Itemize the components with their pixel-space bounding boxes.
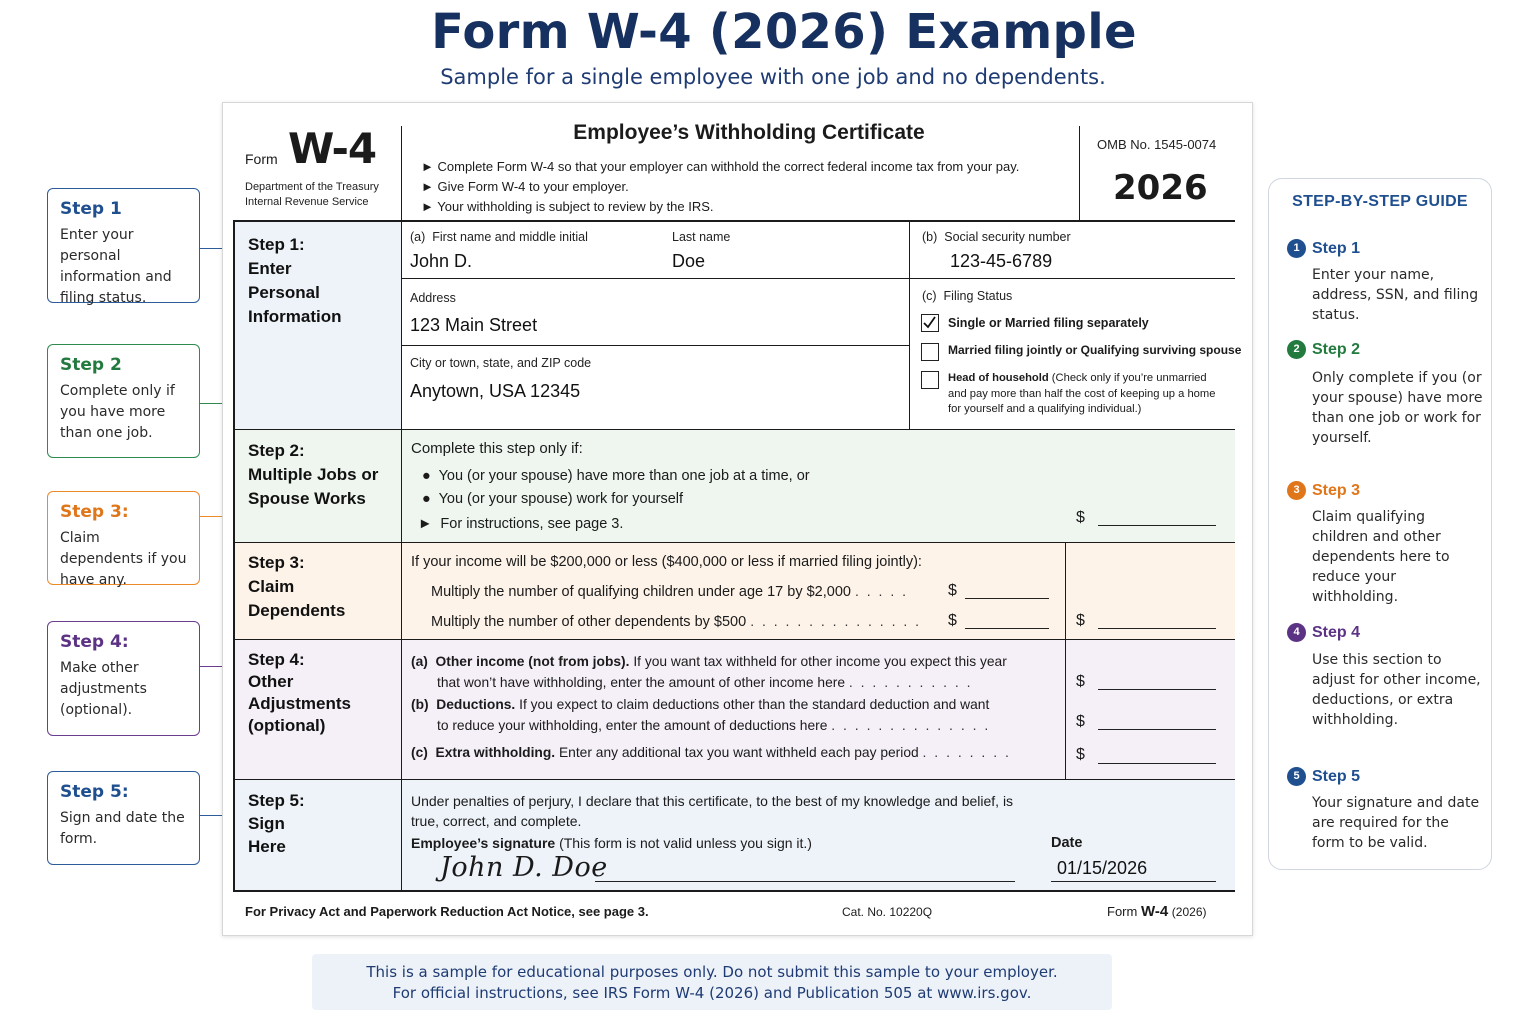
city-field[interactable]: Anytown, USA 12345 [410, 381, 581, 401]
rule [233, 890, 1235, 892]
privacy-notice: For Privacy Act and Paperwork Reduction Act Notice, see page 3. [245, 904, 649, 919]
leader-dots: . . . . . . . . . . . . . . [831, 717, 991, 733]
date-field[interactable]: 01/15/2026 [1057, 858, 1148, 878]
step-title-line: Sign [248, 814, 285, 833]
step-number-badge: 5 [1287, 767, 1306, 786]
step-title-line: Personal [248, 283, 320, 302]
step-title-line: Multiple Jobs or [248, 465, 379, 484]
step4b-text [411, 695, 990, 736]
line-text: Multiply the number of qualifying children under age 17 by $2,000 [431, 584, 851, 600]
item-text: that won’t have withholding, enter the amount of other income here [437, 675, 846, 690]
instruction-item: Your withholding is subject to review by the IRS. [437, 199, 714, 214]
callout-title: Step 1 [60, 199, 122, 219]
arrow-icon: ► [421, 179, 434, 194]
rule [401, 221, 402, 891]
rule [233, 221, 235, 891]
filing-single-checkbox[interactable] [921, 314, 939, 332]
signature-label [411, 835, 812, 851]
dollar-sign: $ [948, 582, 957, 599]
item-bold: Other income (not from jobs). [435, 654, 630, 669]
item-text: to reduce your withholding, enter the amount of deductions here [437, 718, 828, 733]
first-name-field[interactable]: John D. [410, 251, 473, 271]
disclaimer-box [312, 954, 1112, 1010]
callout-text: Make other adjustments (optional). [60, 660, 147, 718]
step3-children-line [431, 583, 908, 600]
field-label: First name and middle initial [432, 230, 588, 244]
certificate-title: Employee’s Withholding Certificate [573, 121, 925, 144]
callout-step-3 [47, 491, 200, 588]
bullet-icon: ● [422, 468, 431, 484]
form-name: W-4 [288, 124, 377, 173]
form-word: Form [245, 151, 278, 167]
option-text: for yourself and a qualifying individual.) [948, 403, 1142, 415]
step-number-badge: 1 [1287, 239, 1306, 258]
step-title-line: Claim [248, 577, 295, 596]
ssn-label [922, 230, 1071, 244]
item-text: If you want tax withheld for other income you expect this year [633, 654, 1007, 669]
guide-step-text: Use this section to adjust for other income, deductions, or extra withholding. [1312, 652, 1481, 728]
perjury-line: Under penalties of perjury, I declare that this certificate, to the best of my knowledge and belief, is [411, 793, 1014, 809]
item-bold: Extra withholding. [435, 745, 556, 760]
extra-withholding-field[interactable] [1098, 763, 1216, 764]
step-number-badge: 4 [1287, 623, 1306, 642]
field-label: Filing Status [943, 289, 1013, 303]
date-label: Date [1051, 835, 1083, 851]
item-prefix: (b) [411, 697, 429, 712]
guide-step-text: Enter your name, address, SSN, and filing status. [1312, 267, 1479, 323]
step-number: Step 2: [248, 441, 305, 460]
dollar-sign: $ [1076, 509, 1085, 526]
dollar-sign: $ [948, 612, 957, 629]
rule [909, 221, 910, 430]
step4c-text [411, 742, 1011, 763]
callout-text: Complete only if you have more than one job. [60, 383, 175, 441]
guide-step-heading: Step 1 [1312, 240, 1361, 257]
callout-text: Claim dependents if you have any. [60, 530, 187, 588]
arrow-icon: ► [418, 516, 433, 532]
step-number-badge: 3 [1287, 481, 1306, 500]
arrow-icon: ► [421, 199, 434, 214]
page-title: Form W-4 (2026) Example [431, 4, 1137, 60]
step-number: Step 1: [248, 235, 305, 254]
callout-text: Sign and date the form. [60, 810, 185, 847]
step-title-line: Dependents [248, 601, 346, 620]
label-note: (This form is not valid unless you sign it.) [559, 835, 812, 851]
filing-hoh-label [948, 371, 1238, 418]
signature-field[interactable]: John D. Doe [440, 852, 608, 883]
guide-step-text: Your signature and date are required for the form to be valid. [1312, 795, 1480, 851]
rule [401, 345, 909, 346]
leader-dots: . . . . . [855, 583, 909, 599]
page-subtitle: Sample for a single employee with one job and no dependents. [440, 65, 1106, 89]
guide-title: STEP-BY-STEP GUIDE [1292, 193, 1468, 210]
instruction-text: For instructions, see page 3. [440, 516, 624, 532]
step2-amount-field[interactable] [1098, 525, 1216, 526]
omb-number: OMB No. 1545-0074 [1097, 137, 1217, 152]
dollar-sign: $ [1076, 746, 1085, 763]
first-name-label [410, 230, 588, 244]
perjury-line: true, correct, and complete. [411, 813, 582, 829]
step2-intro: Complete this step only if: [411, 440, 583, 457]
disclaimer-line: This is a sample for educational purposes only. Do not submit this sample to your employer. [366, 963, 1058, 981]
item-prefix: (c) [411, 745, 428, 760]
children-amount-field[interactable] [965, 598, 1049, 599]
step-number: Step 4: [248, 650, 305, 669]
step-title-line: Information [248, 307, 342, 326]
step3-other-line [431, 613, 921, 630]
form-footer-id [1107, 903, 1206, 920]
step-title-line: Other [248, 672, 294, 691]
last-name-field[interactable]: Doe [672, 251, 706, 271]
leader-dots: . . . . . . . . [922, 744, 1011, 760]
leader-dots: . . . . . . . . . . . . . . . [750, 613, 922, 629]
field-label: Social security number [944, 230, 1071, 244]
step-number: Step 5: [248, 791, 305, 810]
rule [233, 779, 1235, 780]
other-dependents-amount-field[interactable] [965, 628, 1049, 629]
dept-text: Department of the Treasury [245, 181, 379, 193]
address-field[interactable]: 123 Main Street [410, 315, 538, 335]
perjury-statement [411, 791, 1013, 831]
step-title-line: Adjustments [248, 694, 351, 713]
callout-step-2 [47, 344, 200, 458]
item-prefix: (a) [411, 654, 428, 669]
callout-title: Step 4: [60, 632, 129, 652]
filing-status-label [922, 289, 1012, 303]
date-line [1051, 881, 1216, 882]
step2-bullet [422, 468, 810, 484]
item-prefix: (b) [922, 230, 938, 244]
callout-title: Step 3: [60, 502, 129, 522]
filing-joint-label: Married filing jointly or Qualifying surviving spouse [948, 343, 1242, 357]
instruction-item: Complete Form W-4 so that your employer can withhold the correct federal income tax from your pay. [437, 159, 1020, 174]
bullet-text: You (or your spouse) have more than one job at a time, or [438, 468, 810, 484]
dollar-sign: $ [1076, 673, 1085, 690]
instruction-item: Give Form W-4 to your employer. [437, 179, 629, 194]
rule [401, 278, 1235, 279]
step-number: Step 3: [248, 553, 305, 572]
step1-label [248, 233, 342, 329]
filing-joint-checkbox[interactable] [921, 343, 939, 361]
instructions-list [421, 157, 1019, 217]
step2-bullet [422, 491, 683, 507]
guide-step-text: Claim qualifying children and other dependents here to reduce your withholding. [1312, 509, 1450, 605]
guide-step-text: Only complete if you (or your spouse) have more than one job or work for yourself. [1312, 370, 1483, 446]
option-bold: Head of household [948, 372, 1049, 384]
filing-single-label: Single or Married filing separately [948, 316, 1149, 330]
item-text: Enter any additional tax you want withheld each pay period [558, 745, 919, 760]
item-bold: Deductions. [436, 697, 516, 712]
form-word: Form [1107, 904, 1138, 919]
guide-step-heading: Step 5 [1312, 768, 1361, 785]
callout-text: Enter your personal information and filing status. [60, 227, 172, 306]
callout-title: Step 2 [60, 355, 122, 375]
callout-step-4 [47, 621, 200, 736]
callout-step-5 [47, 771, 200, 865]
step-number-badge: 2 [1287, 340, 1306, 359]
rule [233, 429, 1235, 430]
other-income-field[interactable] [1098, 689, 1216, 690]
ssn-field[interactable]: 123-45-6789 [950, 251, 1053, 271]
step3-intro: If your income will be $200,000 or less ($400,000 or less if married filing jointly): [411, 554, 922, 570]
step-title-line: Here [248, 837, 286, 856]
step4-label [248, 649, 351, 737]
arrow-icon: ► [421, 159, 434, 174]
rule [233, 639, 1235, 640]
guide-step-heading: Step 3 [1312, 482, 1361, 499]
step-title-line: Enter [248, 259, 292, 278]
bullet-text: You (or your spouse) work for yourself [438, 491, 684, 507]
callout-title: Step 5: [60, 782, 129, 802]
step3-label [248, 551, 345, 623]
last-name-label: Last name [672, 230, 731, 244]
line-text: Multiply the number of other dependents by $500 [431, 614, 747, 630]
guide-step-heading: Step 2 [1312, 341, 1361, 358]
guide-step-heading: Step 4 [1312, 624, 1361, 641]
step5-label [248, 789, 305, 858]
step3-total-field[interactable] [1098, 628, 1216, 629]
bullet-icon: ● [422, 491, 431, 507]
item-text: If you expect to claim deductions other than the standard deduction and want [519, 697, 990, 712]
option-text: (Check only if you’re unmarried [1051, 372, 1207, 384]
dollar-sign: $ [1076, 612, 1085, 629]
city-label: City or town, state, and ZIP code [410, 356, 592, 370]
divider [1079, 126, 1080, 221]
label-bold: Employee’s signature [411, 835, 556, 851]
form-year: (2026) [1171, 905, 1207, 919]
option-text: and pay more than half the cost of keeping up a home [948, 387, 1216, 400]
item-prefix: (a) [410, 230, 426, 244]
leader-dots: . . . . . . . . . . . [848, 674, 973, 690]
step4a-text [411, 652, 1007, 693]
callout-step-1 [47, 188, 200, 306]
step-title-line: (optional) [248, 716, 326, 735]
checkmark-icon [922, 315, 937, 330]
rule [233, 220, 1235, 222]
rule [233, 542, 1235, 543]
irs-text: Internal Revenue Service [245, 196, 369, 208]
address-label: Address [410, 291, 456, 305]
disclaimer-line: For official instructions, see IRS Form W-4 (2026) and Publication 505 at www.irs.gov. [392, 984, 1032, 1002]
step2-label [248, 439, 378, 511]
form-name: W-4 [1140, 903, 1169, 920]
form-year: 2026 [1113, 168, 1208, 208]
item-prefix: (c) [922, 289, 937, 303]
step-title-line: Spouse Works [248, 489, 366, 508]
signature-line [595, 881, 1015, 882]
catalog-number: Cat. No. 10220Q [842, 905, 933, 919]
dollar-sign: $ [1076, 713, 1085, 730]
step2-instructions [418, 516, 623, 532]
rule [1065, 542, 1066, 779]
filing-hoh-checkbox[interactable] [921, 371, 939, 389]
deductions-field[interactable] [1098, 729, 1216, 730]
